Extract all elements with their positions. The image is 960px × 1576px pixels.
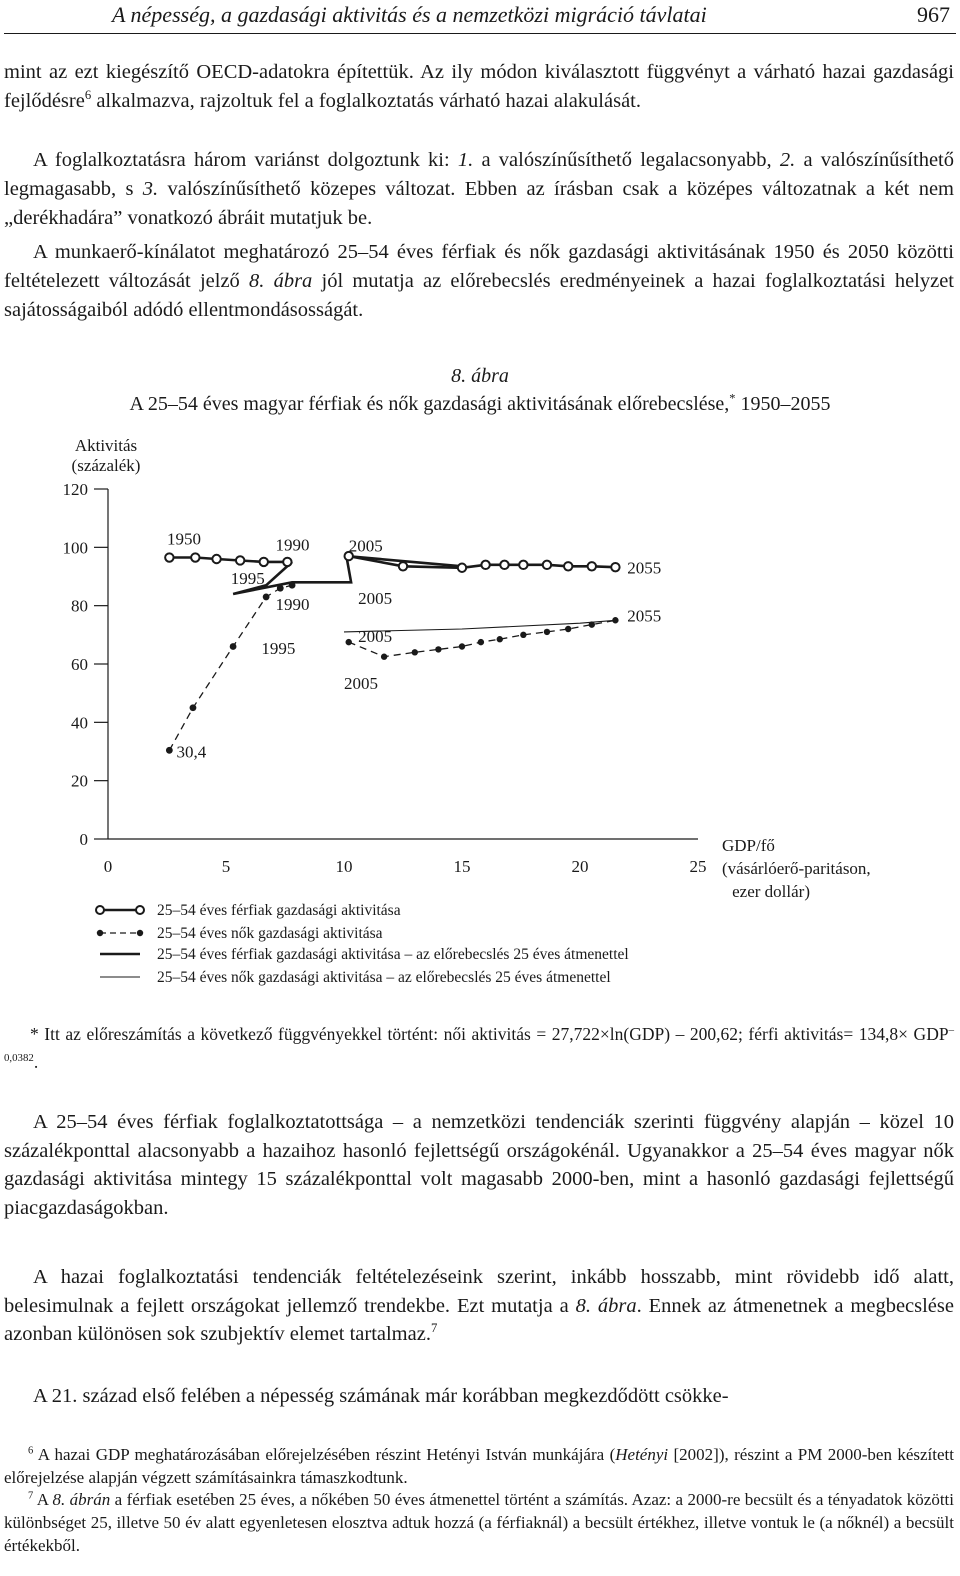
x-axis-label: GDP/fő xyxy=(722,836,775,855)
men-point xyxy=(236,556,244,564)
women-projection-point xyxy=(346,639,352,645)
women-projection-point xyxy=(520,632,526,638)
point-annotation: 1950 xyxy=(167,529,201,549)
men-projection-point xyxy=(588,562,596,570)
footnote-7: $^7$ A 8. ábrán a férfiak esetében 25 éves, a nőkében 50 éves átmenettel történt a számítás. Azaz: a 2000-re becsült és a tényadatok közötti különbséget 25, illetve 50 év alatt egyenletesen elosztva adtuk hozzá (a férfiaknál) a becsült értékhez, illetve vontuk le (a nőknél) a becsült értékekből. xyxy=(4,1490,954,1555)
point-annotation: 1995 xyxy=(261,638,296,658)
legend-women-marker xyxy=(137,930,143,936)
footnote-6: $^6$ A hazai GDP meghatározásában előrejelzésében részint Hetényi István munkájára (Hetényi [2002]), részint a PM 2000-ben készített előrejelzése alapján végzett számításainkra támaszkodtunk. xyxy=(4,1445,954,1487)
point-annotation: 1990 xyxy=(275,595,310,615)
y-tick-label: 20 xyxy=(71,771,88,791)
men-point xyxy=(283,558,291,566)
women-projection-point xyxy=(478,639,484,645)
legend-label: 25–54 éves nők gazdasági aktivitása xyxy=(157,925,383,942)
running-header xyxy=(0,0,960,40)
women-point xyxy=(190,704,197,711)
chart-legend xyxy=(96,902,629,986)
figure-number: 8. ábra xyxy=(451,365,509,387)
women-projection-point xyxy=(459,643,465,649)
women-projection-point xyxy=(612,617,618,623)
men-projection-point xyxy=(519,561,527,569)
y-tick-label: 60 xyxy=(71,655,88,674)
men-point xyxy=(165,553,173,561)
page-number: 967 xyxy=(917,2,950,27)
women-projection-point xyxy=(435,646,441,652)
footnote-ref-6: 6 xyxy=(84,88,92,103)
paragraph-2: A foglalkoztatásra három variánst dolgoztunk ki: 1. a valószínűsíthető legalacsonyabb, 2. a valószínűsíthető legmagasabb, s 3. valószínűsíthető közepes változat. Ebben az írásban csak a középes változatnak a két nem „derékhadára” vonatkozó ábráit mutatjuk be. xyxy=(4,149,955,229)
x-tick-label: 15 xyxy=(453,857,471,876)
women-point xyxy=(166,747,173,754)
men-projection-point xyxy=(543,561,551,569)
y-axis-label: (százalék) xyxy=(71,456,141,475)
paragraph-1: mint az ezt kiegészítő OECD-adatokra építettük. Az ily módon kiválasztott függvényt a várható hazai gazdasági fejlődésre$^6$ alkalmazva, rajzoltuk fel a foglalkoztatás várható hazai alakulását. xyxy=(4,61,954,112)
running-title: A népesség, a gazdasági aktivitás és a nemzetközi migráció távlatai xyxy=(112,2,707,27)
women-point xyxy=(263,594,270,601)
men-projection-point xyxy=(564,562,572,570)
women-projection-point xyxy=(589,621,595,627)
men-projection-point xyxy=(500,561,508,569)
point-annotation: 2055 xyxy=(627,606,662,626)
x-axis-label: ezer dollár) xyxy=(732,882,810,901)
paragraph-5: A hazai foglalkoztatási tendenciák feltételezéseink szerint, inkább hosszabb, mint rövidebb idő alatt, belesimulnak a fejlett országokat jellemző trendekbe. Ezt mutatja a 8. ábra. Ennek az átmenetnek a megbecslése azonban különösen sok szubjektív elemet tartalmaz.$^7$ xyxy=(4,1266,954,1345)
point-annotation: 1990 xyxy=(275,535,310,555)
point-annotation: 1995 xyxy=(230,568,265,588)
legend-label: 25–54 éves férfiak gazdasági aktivitása – az előrebecslés 25 éves átmenettel xyxy=(157,946,629,963)
figure-note: * Itt az előreszámítás a következő függvényekkel történt: női aktivitás = 27,722×ln(GDP) – 200,62; férfi aktivitás= $134,8\times GDP^{-0,0382}$. xyxy=(4,1024,954,1072)
x-axis-label: (vásárlóerő-paritáson, xyxy=(722,859,871,878)
women-projection-point xyxy=(544,629,550,635)
legend-label: 25–54 éves nők gazdasági aktivitása – az előrebecslés 25 éves átmenettel xyxy=(157,969,611,986)
women-projection-point xyxy=(497,636,503,642)
x-tick-label: 10 xyxy=(335,857,353,876)
men-point xyxy=(191,553,199,561)
paragraph-4: A 25–54 éves férfiak foglalkoztatottsága – a nemzetközi tendenciák szerinti függvény alapján – közel 10 százalékponttal alacsonyabb a hazaihoz hasonló fejlettségű országokénál. Ugyanakkor a 25–54 éves magyar nők gazdasági aktivitása mintegy 15 százalékponttal volt magasabb 2000-ben, mint a hasonló gazdasági fejlettségű piacgazdaságokban. xyxy=(4,1111,954,1219)
x-tick-label: 5 xyxy=(221,857,231,876)
legend-men-marker xyxy=(96,906,104,914)
men-projection-point xyxy=(399,562,407,570)
legend-men-marker xyxy=(136,906,144,914)
x-tick-label: 20 xyxy=(571,857,589,876)
chart-axes xyxy=(63,436,871,901)
y-tick-label: 0 xyxy=(79,830,88,849)
men-projection-point xyxy=(481,561,489,569)
women-projection-point xyxy=(381,654,387,660)
header-rule xyxy=(4,33,956,34)
point-annotation: 2005 xyxy=(344,673,378,693)
y-axis-label: Aktivitás xyxy=(74,436,138,455)
y-tick-label: 80 xyxy=(71,596,88,616)
legend-label: 25–54 éves férfiak gazdasági aktivitása xyxy=(157,902,401,919)
y-tick-label: 100 xyxy=(62,538,88,558)
women-activity-line xyxy=(169,585,292,750)
y-tick-label: 40 xyxy=(71,713,88,733)
y-tick-label: 120 xyxy=(62,480,88,499)
women-point xyxy=(289,582,296,589)
point-annotation: 30,4 xyxy=(176,742,207,762)
figure-title: A 25–54 éves magyar férfiak és nők gazdasági aktivitásának előrebecslése,* 1950–2055 xyxy=(129,391,831,415)
point-annotation: 2005 xyxy=(348,536,383,556)
point-annotation: 2055 xyxy=(627,558,662,578)
activity-chart xyxy=(0,428,960,1008)
legend-women-marker xyxy=(97,930,103,936)
women-point xyxy=(277,585,284,592)
point-annotation: 2005 xyxy=(358,589,393,609)
men-point xyxy=(260,558,268,566)
point-annotation: 2005 xyxy=(358,627,393,647)
women-projection-point xyxy=(412,649,418,655)
paragraph-3: A munkaerő-kínálatot meghatározó 25–54 éves férfiak és nők gazdasági aktivitásának 1950 és 2050 közötti feltételezett változását jelző 8. ábra jól mutatja az előrebecslés eredményeinek a hazai foglalkoztatási helyzet sajátosságaiból adódó ellentmondásosságát. xyxy=(4,241,955,321)
x-tick-label: 25 xyxy=(689,857,707,876)
paragraph-6: A 21. század első felében a népesség számának már korábban megkezdődött csökke- xyxy=(33,1385,729,1407)
women-point xyxy=(230,643,237,650)
men-point xyxy=(212,555,220,563)
men-projection-point xyxy=(458,564,466,572)
men-projection-point xyxy=(611,563,619,571)
x-tick-label: 0 xyxy=(103,857,113,876)
women-projection-point xyxy=(565,626,571,632)
men-activity-line xyxy=(169,558,287,562)
